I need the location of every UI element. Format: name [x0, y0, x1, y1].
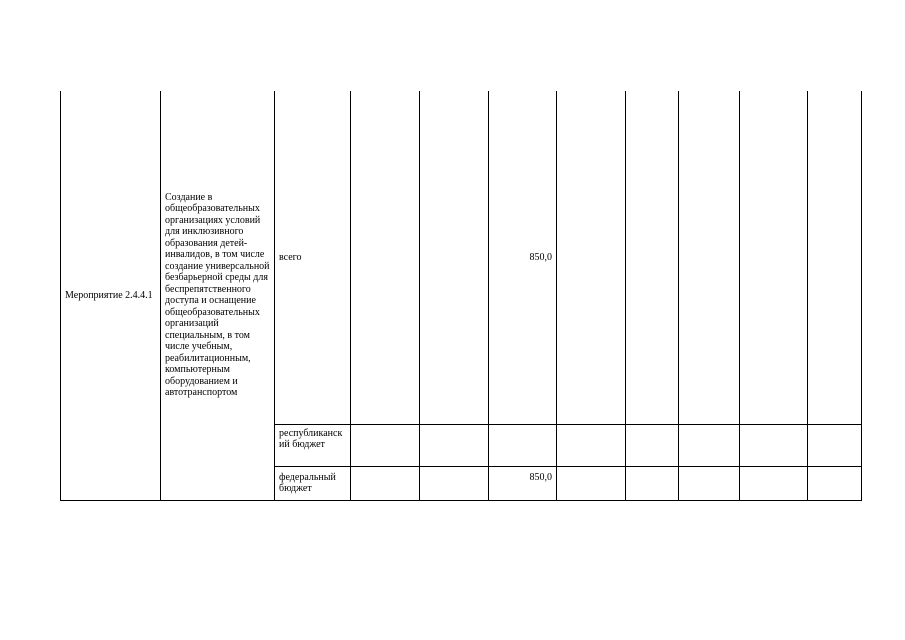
value-cell — [489, 424, 557, 466]
value-cell — [808, 91, 862, 424]
event-name-cell: Создание в общеобразовательных организациях условий для инклюзивного образования детей-инвалидов, в том числе создание универсальной безбарьерной среды для беспрепятственного доступа и оснащение общеобразовательных организаций специальным, в том числе учебным, реабилитационным, компьютерным оборудованием и автотранспортом — [161, 91, 275, 500]
value-cell — [679, 424, 740, 466]
value-cell — [557, 91, 626, 424]
event-code-cell: Мероприятие 2.4.4.1 — [61, 91, 161, 500]
value-cell — [351, 424, 420, 466]
value-cell — [808, 424, 862, 466]
value-cell — [808, 466, 862, 500]
value-cell — [557, 466, 626, 500]
value-cell — [679, 91, 740, 424]
value-cell — [740, 424, 808, 466]
value-cell — [420, 424, 489, 466]
budget-table — [60, 91, 862, 501]
value-cell — [740, 466, 808, 500]
value-cell: 850,0 — [489, 91, 557, 424]
value-cell — [557, 424, 626, 466]
value-cell — [626, 424, 679, 466]
value-cell — [626, 466, 679, 500]
funding-source-cell: всего — [275, 91, 351, 424]
table-row — [61, 91, 862, 424]
funding-source-cell: федеральный бюджет — [275, 466, 351, 500]
value-cell — [626, 91, 679, 424]
value-cell: 850,0 — [489, 466, 557, 500]
value-cell — [679, 466, 740, 500]
value-cell — [420, 466, 489, 500]
value-cell — [351, 466, 420, 500]
funding-source-cell: республиканский бюджет — [275, 424, 351, 466]
value-cell — [351, 91, 420, 424]
value-cell — [740, 91, 808, 424]
value-cell — [420, 91, 489, 424]
